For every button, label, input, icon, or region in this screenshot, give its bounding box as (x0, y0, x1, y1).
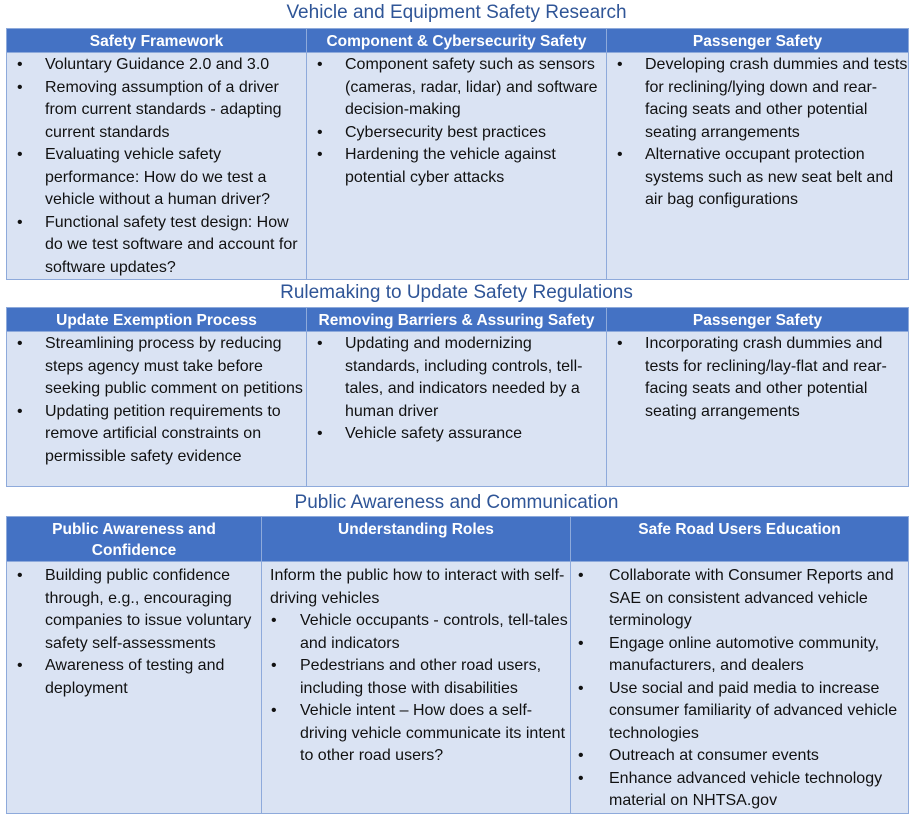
section-title-research: Vehicle and Equipment Safety Research (286, 2, 627, 23)
column-cell (262, 562, 571, 814)
list-item: • Outreach at consumer events (571, 745, 908, 768)
list-item: • Vehicle occupants - controls, tell-tales and indicators (262, 610, 570, 655)
list-item: • Enhance advanced vehicle technology material on NHTSA.gov (571, 768, 908, 813)
list-item: • Collaborate with Consumer Reports and SAE on consistent advanced vehicle terminology (571, 565, 908, 633)
list-item: • Cybersecurity best practices (307, 122, 606, 145)
section-title-rulemaking: Rulemaking to Update Safety Regulations (280, 282, 633, 303)
list-item: • Component safety such as sensors (cameras, radar, lidar) and software decision-making (307, 54, 606, 122)
list-item: • Functional safety test design: How do we test software and account for software updates? (7, 212, 306, 280)
list-item: • Awareness of testing and deployment (7, 655, 261, 700)
column-cell (607, 332, 909, 487)
column-cell (607, 53, 909, 280)
column-cell (307, 53, 607, 280)
research-table (6, 28, 909, 280)
list-item: • Voluntary Guidance 2.0 and 3.0 (7, 54, 306, 77)
col-header: Component & Cybersecurity Safety (307, 29, 607, 53)
col-header: Public Awareness and Confidence (7, 517, 262, 562)
col-header: Update Exemption Process (7, 308, 307, 332)
section-title-public-awareness: Public Awareness and Communication (294, 492, 619, 513)
col-header: Safety Framework (7, 29, 307, 53)
understanding-roles-intro: Inform the public how to interact with self-driving vehicles (270, 567, 565, 607)
col-header: Passenger Safety (607, 29, 909, 53)
list-item: • Building public confidence through, e.g., encouraging companies to issue voluntary safety self-assessments (7, 565, 261, 655)
list-item: • Pedestrians and other road users, including those with disabilities (262, 655, 570, 700)
list-item: • Use social and paid media to increase consumer familiarity of advanced vehicle technologies (571, 678, 908, 746)
col-header: Safe Road Users Education (571, 517, 909, 562)
public-awareness-table (6, 516, 909, 814)
col-header: Understanding Roles (262, 517, 571, 562)
column-cell (7, 562, 262, 814)
list-item: • Updating and modernizing standards, including controls, tell-tales, and indicators needed by a human driver (307, 333, 606, 423)
list-item: • Evaluating vehicle safety performance: How do we test a vehicle without a human driver? (7, 144, 306, 212)
column-cell (7, 53, 307, 280)
rulemaking-table (6, 307, 909, 487)
col-header: Passenger Safety (607, 308, 909, 332)
list-item: • Vehicle safety assurance (307, 423, 606, 446)
list-item: • Vehicle intent – How does a self-driving vehicle communicate its intent to other road users? (262, 700, 570, 768)
column-cell (307, 332, 607, 487)
column-cell (7, 332, 307, 487)
list-item: • Removing assumption of a driver from current standards - adapting current standards (7, 77, 306, 145)
list-item: • Updating petition requirements to remove artificial constraints on permissible safety evidence (7, 401, 306, 469)
list-item: • Streamlining process by reducing steps agency must take before seeking public comment on petitions (7, 333, 306, 401)
col-header: Removing Barriers & Assuring Safety (307, 308, 607, 332)
list-item: • Alternative occupant protection systems such as new seat belt and air bag configurations (607, 144, 908, 212)
list-item: • Developing crash dummies and tests for reclining/lying down and rear-facing seats and other potential seating arrangements (607, 54, 908, 144)
list-item: • Engage online automotive community, manufacturers, and dealers (571, 633, 908, 678)
list-item: • Hardening the vehicle against potential cyber attacks (307, 144, 606, 189)
column-cell (571, 562, 909, 814)
list-item: • Incorporating crash dummies and tests for reclining/lay-flat and rear-facing seats and other potential seating arrangements (607, 333, 908, 423)
